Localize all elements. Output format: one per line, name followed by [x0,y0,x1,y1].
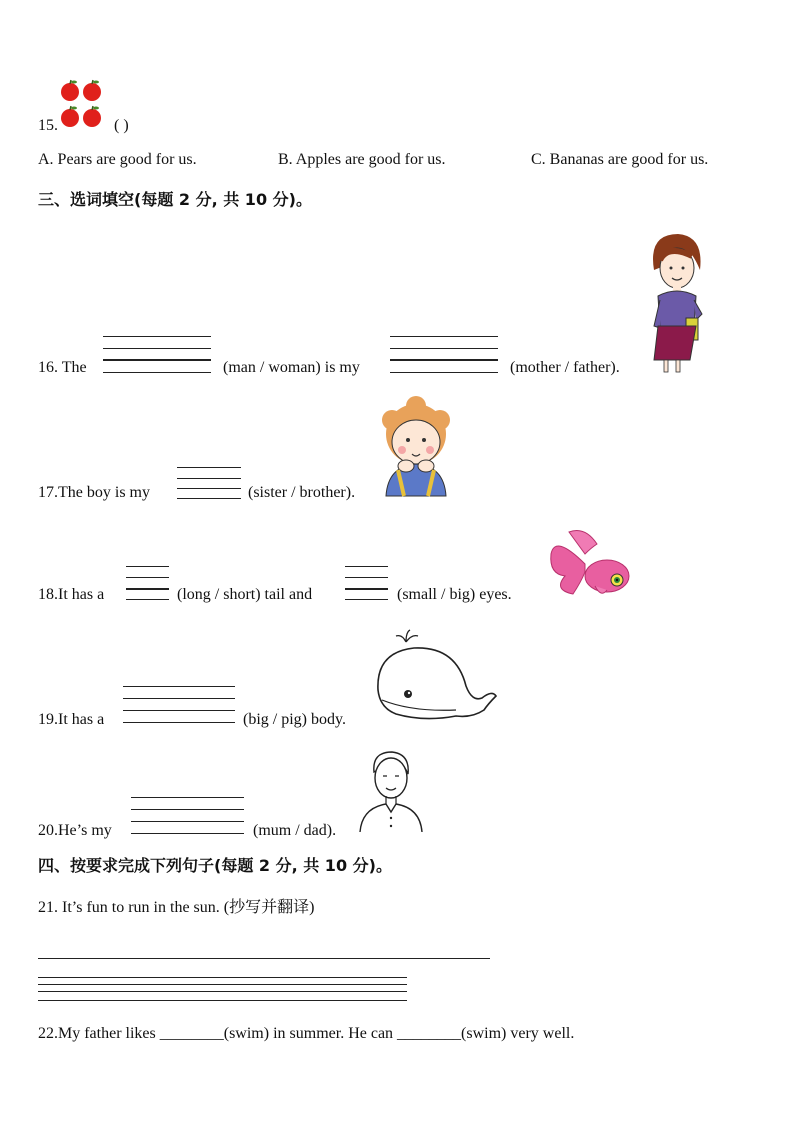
q15-option-b: B. Apples are good for us. [278,151,446,168]
q20-choice: (mum / dad). [253,822,337,839]
apples-picture [58,78,106,130]
whale-picture [372,628,500,722]
q20-prefix: 20.He’s my [38,822,112,839]
goldfish-picture [545,524,637,600]
q22-text: 22.My father likes ________(swim) in summer. He can ________(swim) very well. [38,1025,575,1042]
q19-choice: (big / pig) body. [243,711,346,728]
q15-option-a: A. Pears are good for us. [38,151,197,168]
boy-picture [380,396,452,500]
q15-number: 15. [38,117,58,134]
q18-choice-1: (long / short) tail and [177,586,313,603]
section3-heading: 三、选词填空(每题 2 分, 共 10 分)。 [38,190,312,209]
q21-text: 21. It’s fun to run in the sun. (抄写并翻译) [38,899,315,916]
q15-answer-paren[interactable]: ( ) [114,117,129,134]
q17-choice: (sister / brother). [248,484,356,501]
section4-heading: 四、按要求完成下列句子(每题 2 分, 共 10 分)。 [38,856,392,875]
apple-icon [61,106,79,127]
q16-choice-1: (man / woman) is my [223,359,360,376]
apple-icon [61,80,79,101]
q15-option-c: C. Bananas are good for us. [531,151,709,168]
q17-prefix: 17.The boy is my [38,484,150,501]
q16-prefix: 16. The [38,359,87,376]
apple-icon [83,80,101,101]
man-picture [356,750,426,834]
woman-picture [644,230,710,376]
apple-icon [83,106,101,127]
q19-prefix: 19.It has a [38,711,105,728]
q16-choice-2: (mother / father). [510,359,620,376]
q18-prefix: 18.It has a [38,586,105,603]
q18-choice-2: (small / big) eyes. [397,586,512,603]
